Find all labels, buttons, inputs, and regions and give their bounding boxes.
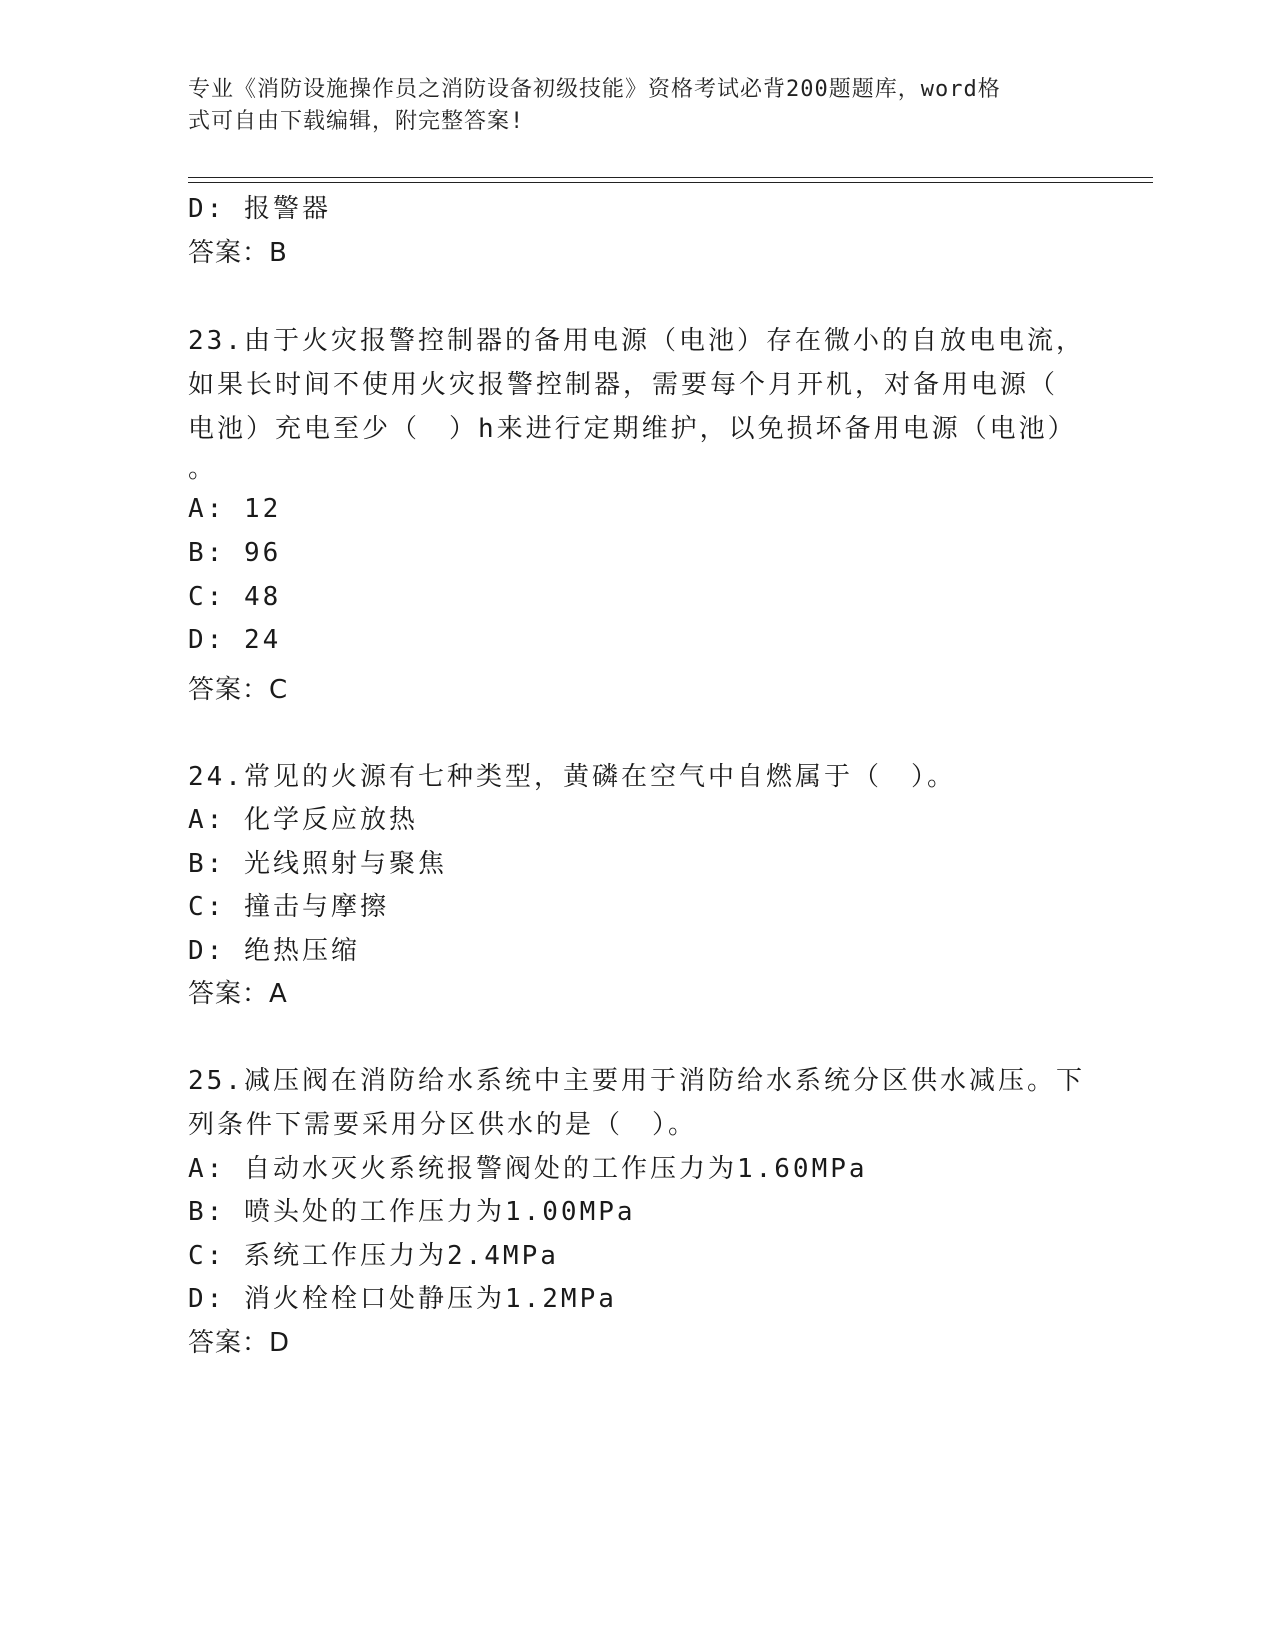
q23-option-b: B: 96 <box>188 538 282 568</box>
q22-answer: 答案：B <box>188 238 288 268</box>
q25-stem-line-2: 列条件下需要采用分区供水的是（ ）。 <box>188 1110 698 1140</box>
document-header <box>188 74 1068 138</box>
q24-answer: 答案：A <box>188 979 288 1009</box>
q24-option-a: A: 化学反应放热 <box>188 805 418 835</box>
q25-option-b: B: 喷头处的工作压力为1.00MPa <box>188 1197 636 1227</box>
q23-option-d: D: 24 <box>188 625 282 655</box>
q25-answer: 答案：D <box>188 1328 291 1358</box>
q25-option-c: C: 系统工作压力为2.4MPa <box>188 1241 559 1271</box>
q25-option-d: D: 消火栓栓口处静压为1.2MPa <box>188 1284 617 1314</box>
q23-stem-line-3: 电池）充电至少（ ）h来进行定期维护，以免损坏备用电源（电池） <box>188 414 1077 444</box>
q23-stem-line-2: 如果长时间不使用火灾报警控制器，需要每个月开机，对备用电源（ <box>188 370 1059 400</box>
q23-answer: 答案：C <box>188 675 289 705</box>
q23-option-a: A: 12 <box>188 494 282 524</box>
header-line-2: 式可自由下载编辑，附完整答案! <box>188 109 525 134</box>
q24-stem-line-1: 24.常见的火源有七种类型，黄磷在空气中自燃属于（ ）。 <box>188 762 956 792</box>
q23-stem-line-1: 23.由于火灾报警控制器的备用电源（电池）存在微小的自放电电流， <box>188 326 1085 356</box>
q23-option-c: C: 48 <box>188 582 282 612</box>
q22-option-d: D: 报警器 <box>188 194 331 224</box>
header-line-1: 专业《消防设施操作员之消防设备初级技能》资格考试必背200题题库，word格 <box>188 77 1001 102</box>
q25-stem-line-1: 25.减压阀在消防给水系统中主要用于消防给水系统分区供水减压。下 <box>188 1066 1085 1096</box>
q25-option-a: A: 自动水灭火系统报警阀处的工作压力为1.60MPa <box>188 1154 868 1184</box>
q24-option-d: D: 绝热压缩 <box>188 936 360 966</box>
q24-option-b: B: 光线照射与聚焦 <box>188 849 447 879</box>
q24-option-c: C: 撞击与摩擦 <box>188 892 389 922</box>
q23-stem-line-4: 。 <box>188 454 218 484</box>
header-divider <box>188 177 1153 183</box>
